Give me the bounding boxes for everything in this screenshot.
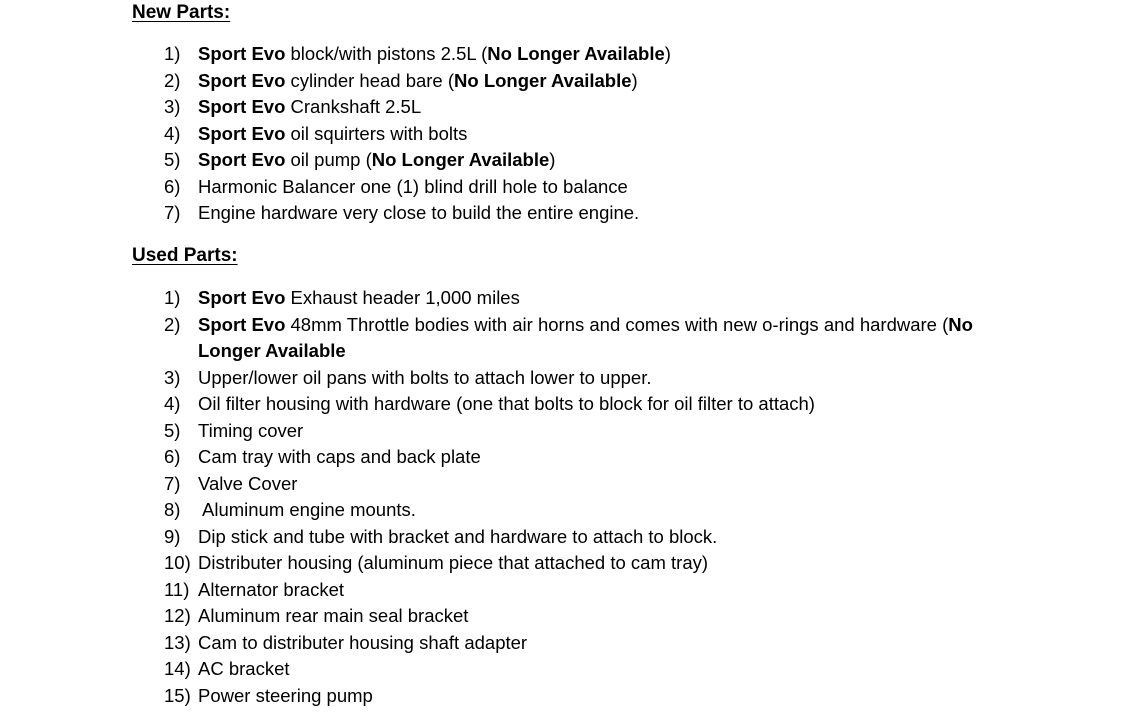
plain-text: Distributer housing (aluminum piece that attached to cam tray) [198,552,709,573]
plain-text: Valve Cover [198,472,298,494]
list-item-number: 14) [164,658,191,679]
list-item-text [198,656,1004,683]
list-item [164,68,1004,95]
list-item-number: 11) [164,578,190,600]
bold-text: No Longer Available [198,313,973,361]
list-item-text [198,41,1004,68]
plain-text: Dip stick and tube with bracket and hardware to attach to block. [198,525,718,547]
plain-text: Timing cover [198,419,304,441]
list-item-text [198,471,1004,498]
list-item [164,524,1004,551]
list-item-number: 10) [164,552,191,573]
plain-text: Cam to distributer housing shaft adapter [198,631,528,653]
plain-text: 48mm Throttle bodies with air horns and comes with new o-rings and hardware ( [285,313,949,335]
list-item-text [198,418,1004,445]
bold-text: Sport Evo [198,313,286,335]
list-item [164,285,1004,312]
list-item-text [198,577,1004,604]
plain-text: Alternator bracket [198,578,345,600]
new-parts-heading: New Parts: [132,2,231,23]
list-item [164,683,1004,710]
plain-text: Exhaust header 1,000 miles [285,287,520,308]
used-parts-list [164,285,1004,709]
list-item [164,656,1004,683]
plain-text: Harmonic Balancer one (1) blind drill hole to balance [198,175,628,197]
list-item [164,41,1004,68]
list-item [164,200,1004,227]
list-item-number: 9) [164,525,181,547]
plain-text: ) [664,43,671,64]
list-item-text [198,365,1004,392]
list-item-number: 15) [164,684,191,706]
list-item-number: 7) [164,202,181,223]
bold-text: Sport Evo [198,122,286,144]
list-item-text [198,121,1004,148]
bold-text: Sport Evo [198,96,286,117]
plain-text: Cam tray with caps and back plate [198,446,481,467]
list-item-number: 1) [164,287,181,308]
list-item-number: 1) [164,43,181,64]
list-item-number: 3) [164,366,181,388]
plain-text: oil squirters with bolts [285,122,468,144]
list-item [164,94,1004,121]
list-item-text [202,497,1004,524]
plain-text: Aluminum rear main seal bracket [198,605,469,626]
bold-text: No Longer Available [487,43,665,64]
list-item-text [198,200,1004,227]
plain-text: Aluminum engine mounts. [202,499,416,520]
list-item-number: 3) [164,96,181,117]
list-item [164,577,1004,604]
list-item-text [198,68,1004,95]
plain-text: ) [631,69,638,91]
list-item-text [198,147,1004,174]
bold-text: Sport Evo [198,149,286,170]
list-item [164,147,1004,174]
plain-text: Engine hardware very close to build the entire engine. [198,202,640,223]
list-item-number: 2) [164,313,181,335]
list-item-text [198,524,1004,551]
list-item-text [198,285,1004,312]
list-item-text [198,312,1004,365]
plain-text: AC bracket [198,658,290,679]
plain-text: Upper/lower oil pans with bolts to attach lower to upper. [198,366,652,388]
plain-text: ) [549,149,556,170]
list-item [164,391,1004,418]
list-item-text [198,391,1004,418]
plain-text: Oil filter housing with hardware (one that bolts to block for oil filter to attach) [198,393,815,414]
list-item-text [198,630,1004,657]
list-item-number: 5) [164,419,181,441]
plain-text: block/with pistons 2.5L ( [285,43,488,64]
list-item [164,312,1004,365]
plain-text: cylinder head bare ( [285,69,455,91]
bold-text: No Longer Available [371,149,550,170]
list-item [164,174,1004,201]
list-item-text [198,683,1004,710]
list-item [164,121,1004,148]
list-item-number: 12) [164,605,191,626]
list-item-number: 6) [164,446,181,467]
list-item [164,471,1004,498]
used-parts-heading: Used Parts: [132,245,238,266]
new-parts-list [164,41,1004,227]
list-item [164,444,1004,471]
bold-text: Sport Evo [198,43,286,64]
bold-text: No Longer Available [454,69,632,91]
list-item-number: 7) [164,472,181,494]
list-item-number: 5) [164,149,181,170]
list-item-number: 4) [164,122,181,144]
list-item [164,365,1004,392]
plain-text: Power steering pump [198,684,373,706]
list-item-number: 4) [164,393,181,414]
plain-text: oil pump ( [285,149,372,170]
list-item [164,418,1004,445]
list-item-text [198,174,1004,201]
bold-text: Sport Evo [198,287,286,308]
bold-text: Sport Evo [198,69,286,91]
list-item-text [198,550,1004,577]
list-item [164,630,1004,657]
list-item [164,550,1004,577]
list-item [164,497,1004,524]
list-item-number: 13) [164,631,191,653]
list-item-text [198,603,1004,630]
list-item-text [198,444,1004,471]
list-item-number: 6) [164,175,181,197]
plain-text: Crankshaft 2.5L [285,96,422,117]
list-item-number: 8) [164,499,181,520]
list-item-number: 2) [164,69,181,91]
list-item-text [198,94,1004,121]
list-item [164,603,1004,630]
